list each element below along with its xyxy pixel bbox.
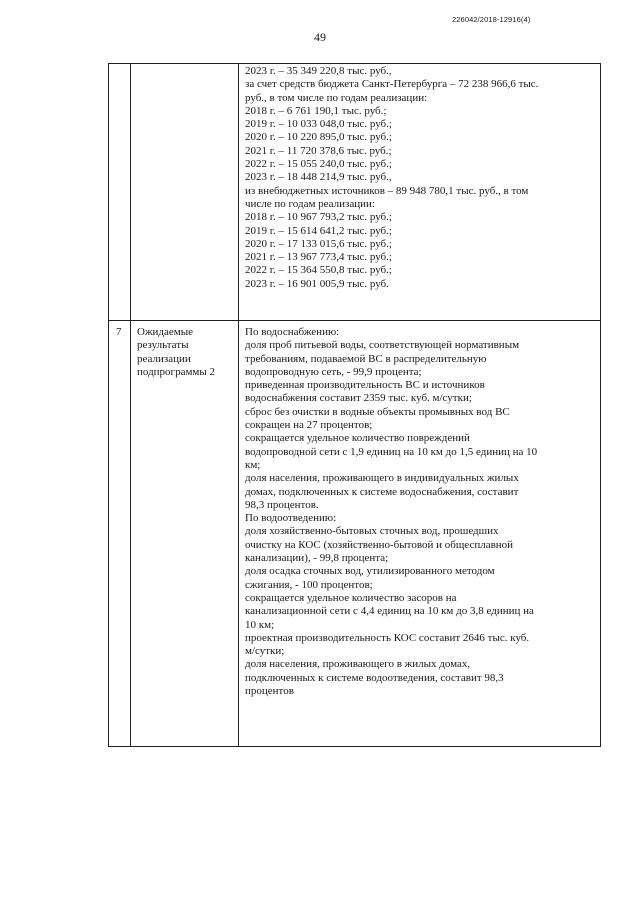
content-line: По водоотведению: xyxy=(245,512,337,525)
content-line: водоснабжения составит 2359 тыс. куб. м/сутки; xyxy=(245,392,472,405)
content-line: доля проб питьевой воды, соответствующей нормативным xyxy=(245,339,520,352)
content-line: сброс без очистки в водные объекты промывных вод ВС xyxy=(245,405,510,418)
content-line: сокращается удельное количество повреждений xyxy=(245,432,470,445)
content-line: 2022 г. – 15 055 240,0 тыс. руб.; xyxy=(245,158,392,171)
table-row-separator xyxy=(108,320,601,321)
content-line: очистку на КОС (хозяйственно-бытовой и общесплавной xyxy=(245,538,514,551)
content-line: 98,3 процентов. xyxy=(245,498,319,511)
content-line: за счет средств бюджета Санкт-Петербурга – 72 238 966,6 тыс. xyxy=(245,78,539,91)
content-line: водопроводной сети с 1,9 единиц на 10 км до 1,5 единиц на 10 xyxy=(245,445,538,458)
content-line: процентов xyxy=(245,685,294,698)
page-number: 49 xyxy=(314,30,326,44)
content-line: 10 км; xyxy=(245,618,275,631)
content-line: доля осадка сточных вод, утилизированного методом xyxy=(245,565,495,578)
content-line: руб., в том числе по годам реализации: xyxy=(245,91,428,104)
content-line: 2020 г. – 10 220 895,0 тыс. руб.; xyxy=(245,131,392,144)
table-border-left xyxy=(108,63,109,747)
content-line: доля населения, проживающего в жилых домах, xyxy=(245,658,471,671)
row-1-content xyxy=(245,65,597,291)
content-line: доля хозяйственно-бытовых сточных вод, прошедших xyxy=(245,525,499,538)
content-line: сокращается удельное количество засоров на xyxy=(245,591,457,604)
content-line: подключенных к системе водоотведения, составит 98,3 xyxy=(245,671,504,684)
name-line: результаты xyxy=(137,339,189,352)
content-line: 2023 г. – 18 448 214,9 тыс. руб., xyxy=(245,171,392,184)
row-2-number: 7 xyxy=(116,326,122,338)
content-line: 2020 г. – 17 133 015,6 тыс. руб.; xyxy=(245,237,392,250)
content-line: проектная производительность КОС составит 2646 тыс. куб. xyxy=(245,631,530,644)
content-line: сокращен на 27 процентов; xyxy=(245,419,373,432)
content-line: 2021 г. – 11 720 378,6 тыс. руб.; xyxy=(245,144,392,157)
content-line: из внебюджетных источников – 89 948 780,1 тыс. руб., в том xyxy=(245,184,529,197)
name-line: подпрограммы 2 xyxy=(137,365,216,378)
content-line: канализационной сети с 4,4 единиц на 10 км до 3,8 единиц на xyxy=(245,605,534,618)
content-line: По водоснабжению: xyxy=(245,326,340,338)
table-divider-num xyxy=(130,63,131,747)
table-border-right xyxy=(600,63,601,747)
content-line: 2018 г. – 10 967 793,2 тыс. руб.; xyxy=(245,211,392,224)
content-line: домах, подключенных к системе водоснабжения, составит xyxy=(245,485,519,498)
content-line: числе по годам реализации: xyxy=(245,197,375,210)
content-line: канализации), - 99,8 процента; xyxy=(245,552,389,565)
table-border-top xyxy=(108,63,601,64)
content-line: 2022 г. – 15 364 550,8 тыс. руб.; xyxy=(245,264,392,277)
content-line: 2018 г. – 6 761 190,1 тыс. руб.; xyxy=(245,104,387,117)
table-border-bottom xyxy=(108,746,601,747)
table-divider-name xyxy=(238,63,239,747)
content-line: 2023 г. – 16 901 005,9 тыс. руб. xyxy=(245,277,389,290)
content-line: водопроводную сеть, - 99,9 процента; xyxy=(245,365,422,378)
content-line: приведенная производительность ВС и источников xyxy=(245,379,485,392)
content-line: 2021 г. – 13 967 773,4 тыс. руб.; xyxy=(245,251,392,264)
content-line: доля населения, проживающего в индивидуальных жилых xyxy=(245,472,519,485)
row-2-name xyxy=(137,326,237,379)
document-id: 226042/2018-12916(4) xyxy=(452,15,531,24)
content-line: 2023 г. – 35 349 220,8 тыс. руб., xyxy=(245,65,392,77)
content-line: м/сутки; xyxy=(245,645,285,658)
content-line: км; xyxy=(245,458,261,471)
content-line: 2019 г. – 10 033 048,0 тыс. руб.; xyxy=(245,118,392,131)
content-line: сжигания, - 100 процентов; xyxy=(245,578,373,591)
name-line: Ожидаемые xyxy=(137,326,194,338)
row-2-content xyxy=(245,326,597,698)
content-line: 2019 г. – 15 614 641,2 тыс. руб.; xyxy=(245,224,392,237)
name-line: реализации xyxy=(137,352,191,365)
content-line: требованиям, подаваемой ВС в распределительную xyxy=(245,352,487,365)
